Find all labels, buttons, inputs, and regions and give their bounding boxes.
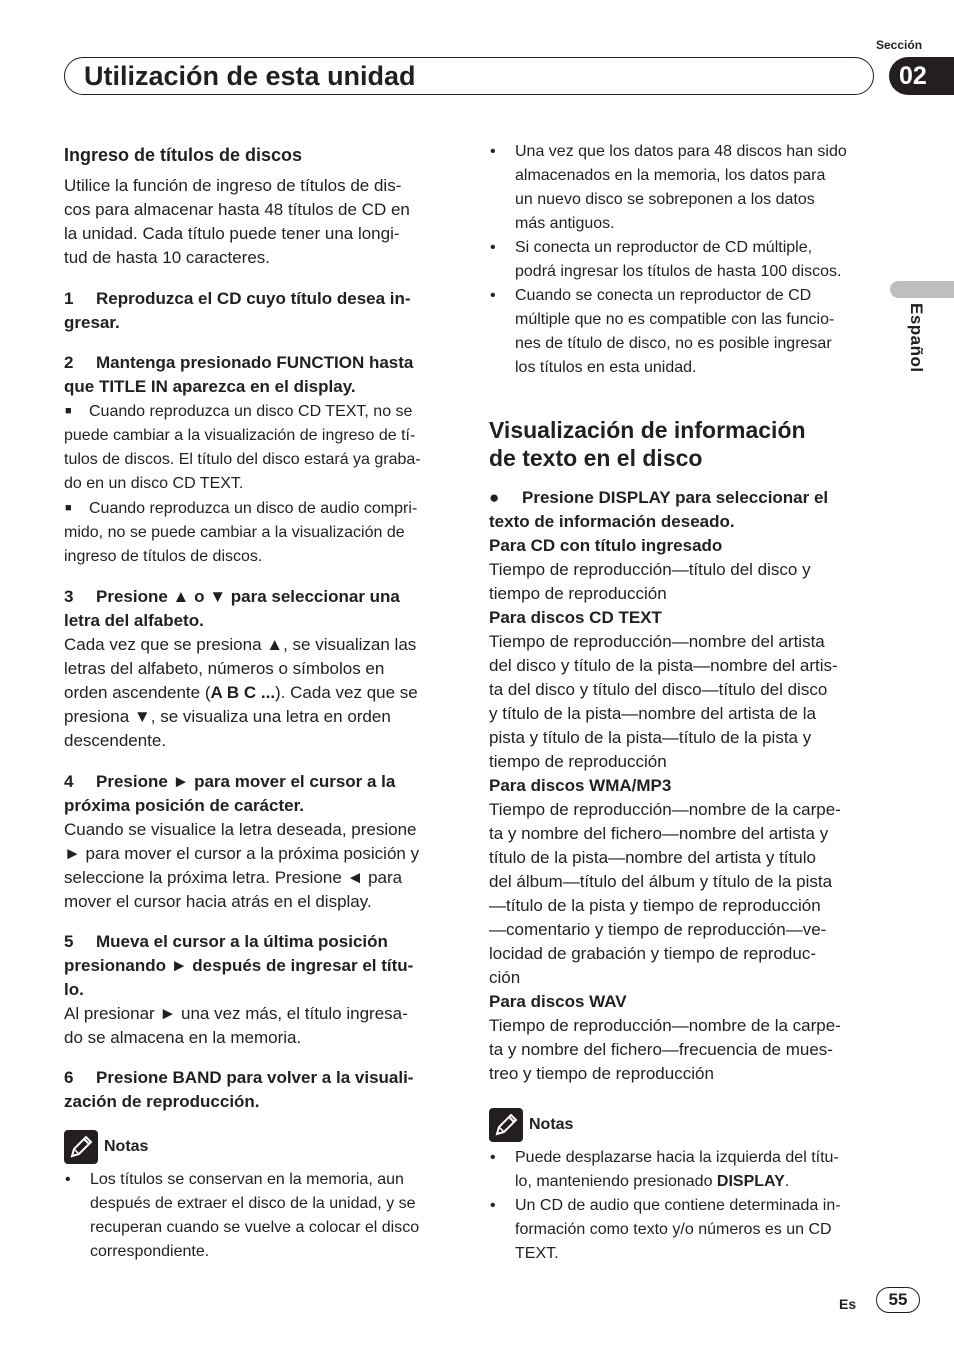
section-number-badge: 02 — [889, 57, 954, 95]
notes-block — [489, 1108, 881, 1266]
right-column — [489, 140, 881, 1266]
bullet-icon: • — [490, 239, 496, 256]
step-1: 1 Reproduzca el CD cuyo título desea in- gresar. — [64, 289, 411, 332]
bullet-icon: • — [490, 1149, 496, 1166]
section-heading: Ingreso de títulos de discos — [64, 145, 303, 165]
step-5: 5 Mueva el cursor a la última posición presionando ► después de ingresar el títu- lo. Al presionar ► una vez más, el título ingresa- do se almacena en la memoria. — [64, 932, 414, 1047]
section-heading-display: Visualización de información de texto en el disco — [489, 417, 806, 471]
page-title: Utilización de esta unidad — [84, 61, 416, 91]
instruction: ● Presione DISPLAY para seleccionar el texto de información deseado. — [489, 488, 829, 531]
step-2: 2 Mantenga presionado FUNCTION hasta que TITLE IN aparezca en el display. ■ Cuando reproduzca un disco CD TEXT, no se puede cambiar a la visualización de ingreso de tí- tulos de discos. El título del disco estará ya graba- do en un disco CD TEXT. ■ Cuando reproduzca un disco de audio compri- mido, no se puede cambiar a la visualización de ingreso de títulos de discos. — [64, 353, 421, 565]
square-bullet-icon: ■ — [65, 502, 72, 514]
display-group-cd-text: Para discos CD TEXT Tiempo de reproducción—nombre del artista del disco y título de la pista—nombre del artis- ta del disco y título del disco—título del disco y título de la pista—nombre del artista de la pista y título de la pista—título de la pista y tiempo de reproducción — [489, 608, 838, 771]
bullet-icon: • — [490, 143, 496, 160]
bullet-icon: • — [65, 1171, 71, 1188]
language-label: Español — [907, 303, 926, 373]
left-column — [64, 140, 454, 1264]
list-item: • Una vez que los datos para 48 discos han sido almacenados en la memoria, los datos para un nuevo disco se sobreponen a los datos más antiguos. — [489, 140, 881, 236]
list-item: • Un CD de audio que contiene determinada in- formación como texto y/o números es un CD TEXT. — [489, 1194, 881, 1266]
step-4: 4 Presione ► para mover el cursor a la próxima posición de carácter. Cuando se visualice la letra deseada, presione ► para mover el cursor a la próxima posición y seleccione la próxima letra. Presione ◄ para mover el cursor hacia atrás en el display. — [64, 772, 420, 911]
page-number: 55 — [876, 1287, 920, 1313]
pencil-note-icon — [489, 1108, 523, 1142]
display-group-wav: Para discos WAV Tiempo de reproducción—nombre de la carpe- ta y nombre del fichero—frecuencia de mues- treo y tiempo de reproducción — [489, 992, 841, 1083]
list-item: • Puede desplazarse hacia la izquierda del títu- lo, manteniendo presionado DISPLAY. — [489, 1146, 881, 1194]
list-item: • Si conecta un reproductor de CD múltiple, podrá ingresar los títulos de hasta 100 discos. — [489, 236, 881, 284]
step-6: 6 Presione BAND para volver a la visuali- zación de reproducción. — [64, 1068, 414, 1111]
list-item: • Cuando se conecta un reproductor de CD múltiple que no es compatible con las funcio- nes de título de disco, no es posible ingresar los títulos en esta unidad. — [489, 284, 881, 380]
bullet-icon: • — [490, 1197, 496, 1214]
section-label: Sección — [876, 38, 923, 52]
notes-block — [64, 1130, 454, 1264]
language-tab-marker — [890, 281, 954, 298]
round-bullet-icon: ● — [489, 488, 500, 507]
pencil-note-icon — [64, 1130, 98, 1164]
footer-language: Es — [839, 1296, 857, 1312]
list-item: • Los títulos se conservan en la memoria, aun después de extraer el disco de la unidad, y se recuperan cuando se vuelve a colocar el disco correspondiente. — [64, 1168, 454, 1264]
bullet-list-top — [489, 140, 881, 380]
bullet-icon: • — [490, 287, 496, 304]
notes-title: Notas — [104, 1138, 149, 1155]
notes-title: Notas — [529, 1116, 574, 1133]
display-group-cd-title: Para CD con título ingresado Tiempo de reproducción—título del disco y tiempo de reproducción — [489, 536, 811, 603]
step-3: 3 Presione ▲ o ▼ para seleccionar una letra del alfabeto. Cada vez que se presiona ▲, se visualizan las letras del alfabeto, números o símbolos en orden ascendente (A B C ...). Cada vez que se presiona ▼, se visualiza una letra en orden descendente. — [64, 587, 418, 750]
intro-paragraph: Utilice la función de ingreso de títulos de dis- cos para almacenar hasta 48 títulos de CD en la unidad. Cada título puede tener una longi- tud de hasta 10 caracteres. — [64, 176, 410, 267]
square-bullet-icon: ■ — [65, 405, 72, 417]
display-group-wma-mp3: Para discos WMA/MP3 Tiempo de reproducción—nombre de la carpe- ta y nombre del fichero—nombre del artista y título de la pista—nombre del artista y título del álbum—título del álbum y título de la pista —título de la pista y tiempo de reproducción —comentario y tiempo de reproducción—ve- locidad de grabación y tiempo de reproduc- ción — [489, 776, 841, 987]
